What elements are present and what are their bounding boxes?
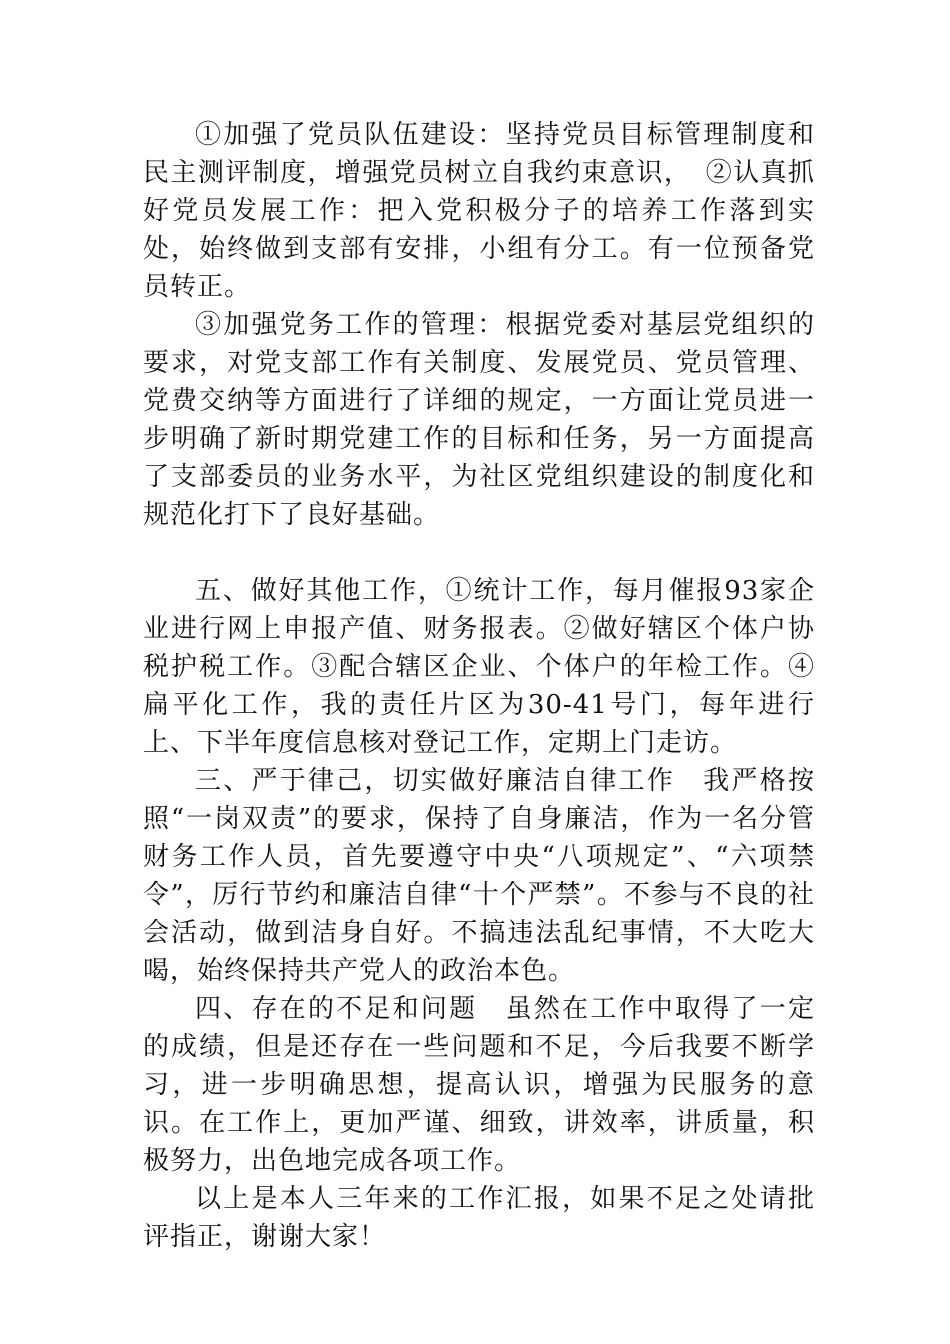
paragraph-other-work: 五、做好其他工作，①统计工作，每月催报93家企业进行网上申报产值、财务报表。②做好辖区个体户协税护税工作。③配合辖区企业、个体户的年检工作。④扁平化工作，我的责任片区为30-41号门，每年进行上、下半年度信息核对登记工作，定期上门走访。 xyxy=(143,576,815,758)
paragraph-party-team-building: ①加强了党员队伍建设：坚持党员目标管理制度和民主测评制度，增强党员树立自我约束意识， ②认真抓好党员发展工作：把入党积极分子的培养工作落到实处，始终做到支部有安排，小组有分工。有一位预备党员转正。 xyxy=(143,120,815,302)
paragraph-party-affairs-management: ③加强党务工作的管理：根据党委对基层党组织的要求，对党支部工作有关制度、发展党员、党员管理、党费交纳等方面进行了详细的规定，一方面让党员进一步明确了新时期党建工作的目标和任务，另一方面提高了支部委员的业务水平，为社区党组织建设的制度化和规范化打下了良好基础。 xyxy=(143,310,815,530)
document-body xyxy=(143,116,815,1256)
paragraph-shortcomings: 四、存在的不足和问题 虽然在工作中取得了一定的成绩，但是还存在一些问题和不足，今后我要不断学习，进一步明确思想，提高认识，增强为民服务的意识。在工作上，更加严谨、细致，讲效率，讲质量，积极努力，出色地完成各项工作。 xyxy=(143,994,815,1176)
paragraph-self-discipline: 三、严于律己，切实做好廉洁自律工作 我严格按照“一岗双责”的要求，保持了自身廉洁，作为一名分管财务工作人员，首先要遵守中央“八项规定”、“六项禁令”，厉行节约和廉洁自律“十个严禁”。不参与不良的社会活动，做到洁身自好。不搞违法乱纪事情，不大吃大喝，始终保持共产党人的政治本色。 xyxy=(143,766,815,986)
paragraph-closing: 以上是本人三年来的工作汇报，如果不足之处请批评指正，谢谢大家！ xyxy=(143,1184,815,1252)
